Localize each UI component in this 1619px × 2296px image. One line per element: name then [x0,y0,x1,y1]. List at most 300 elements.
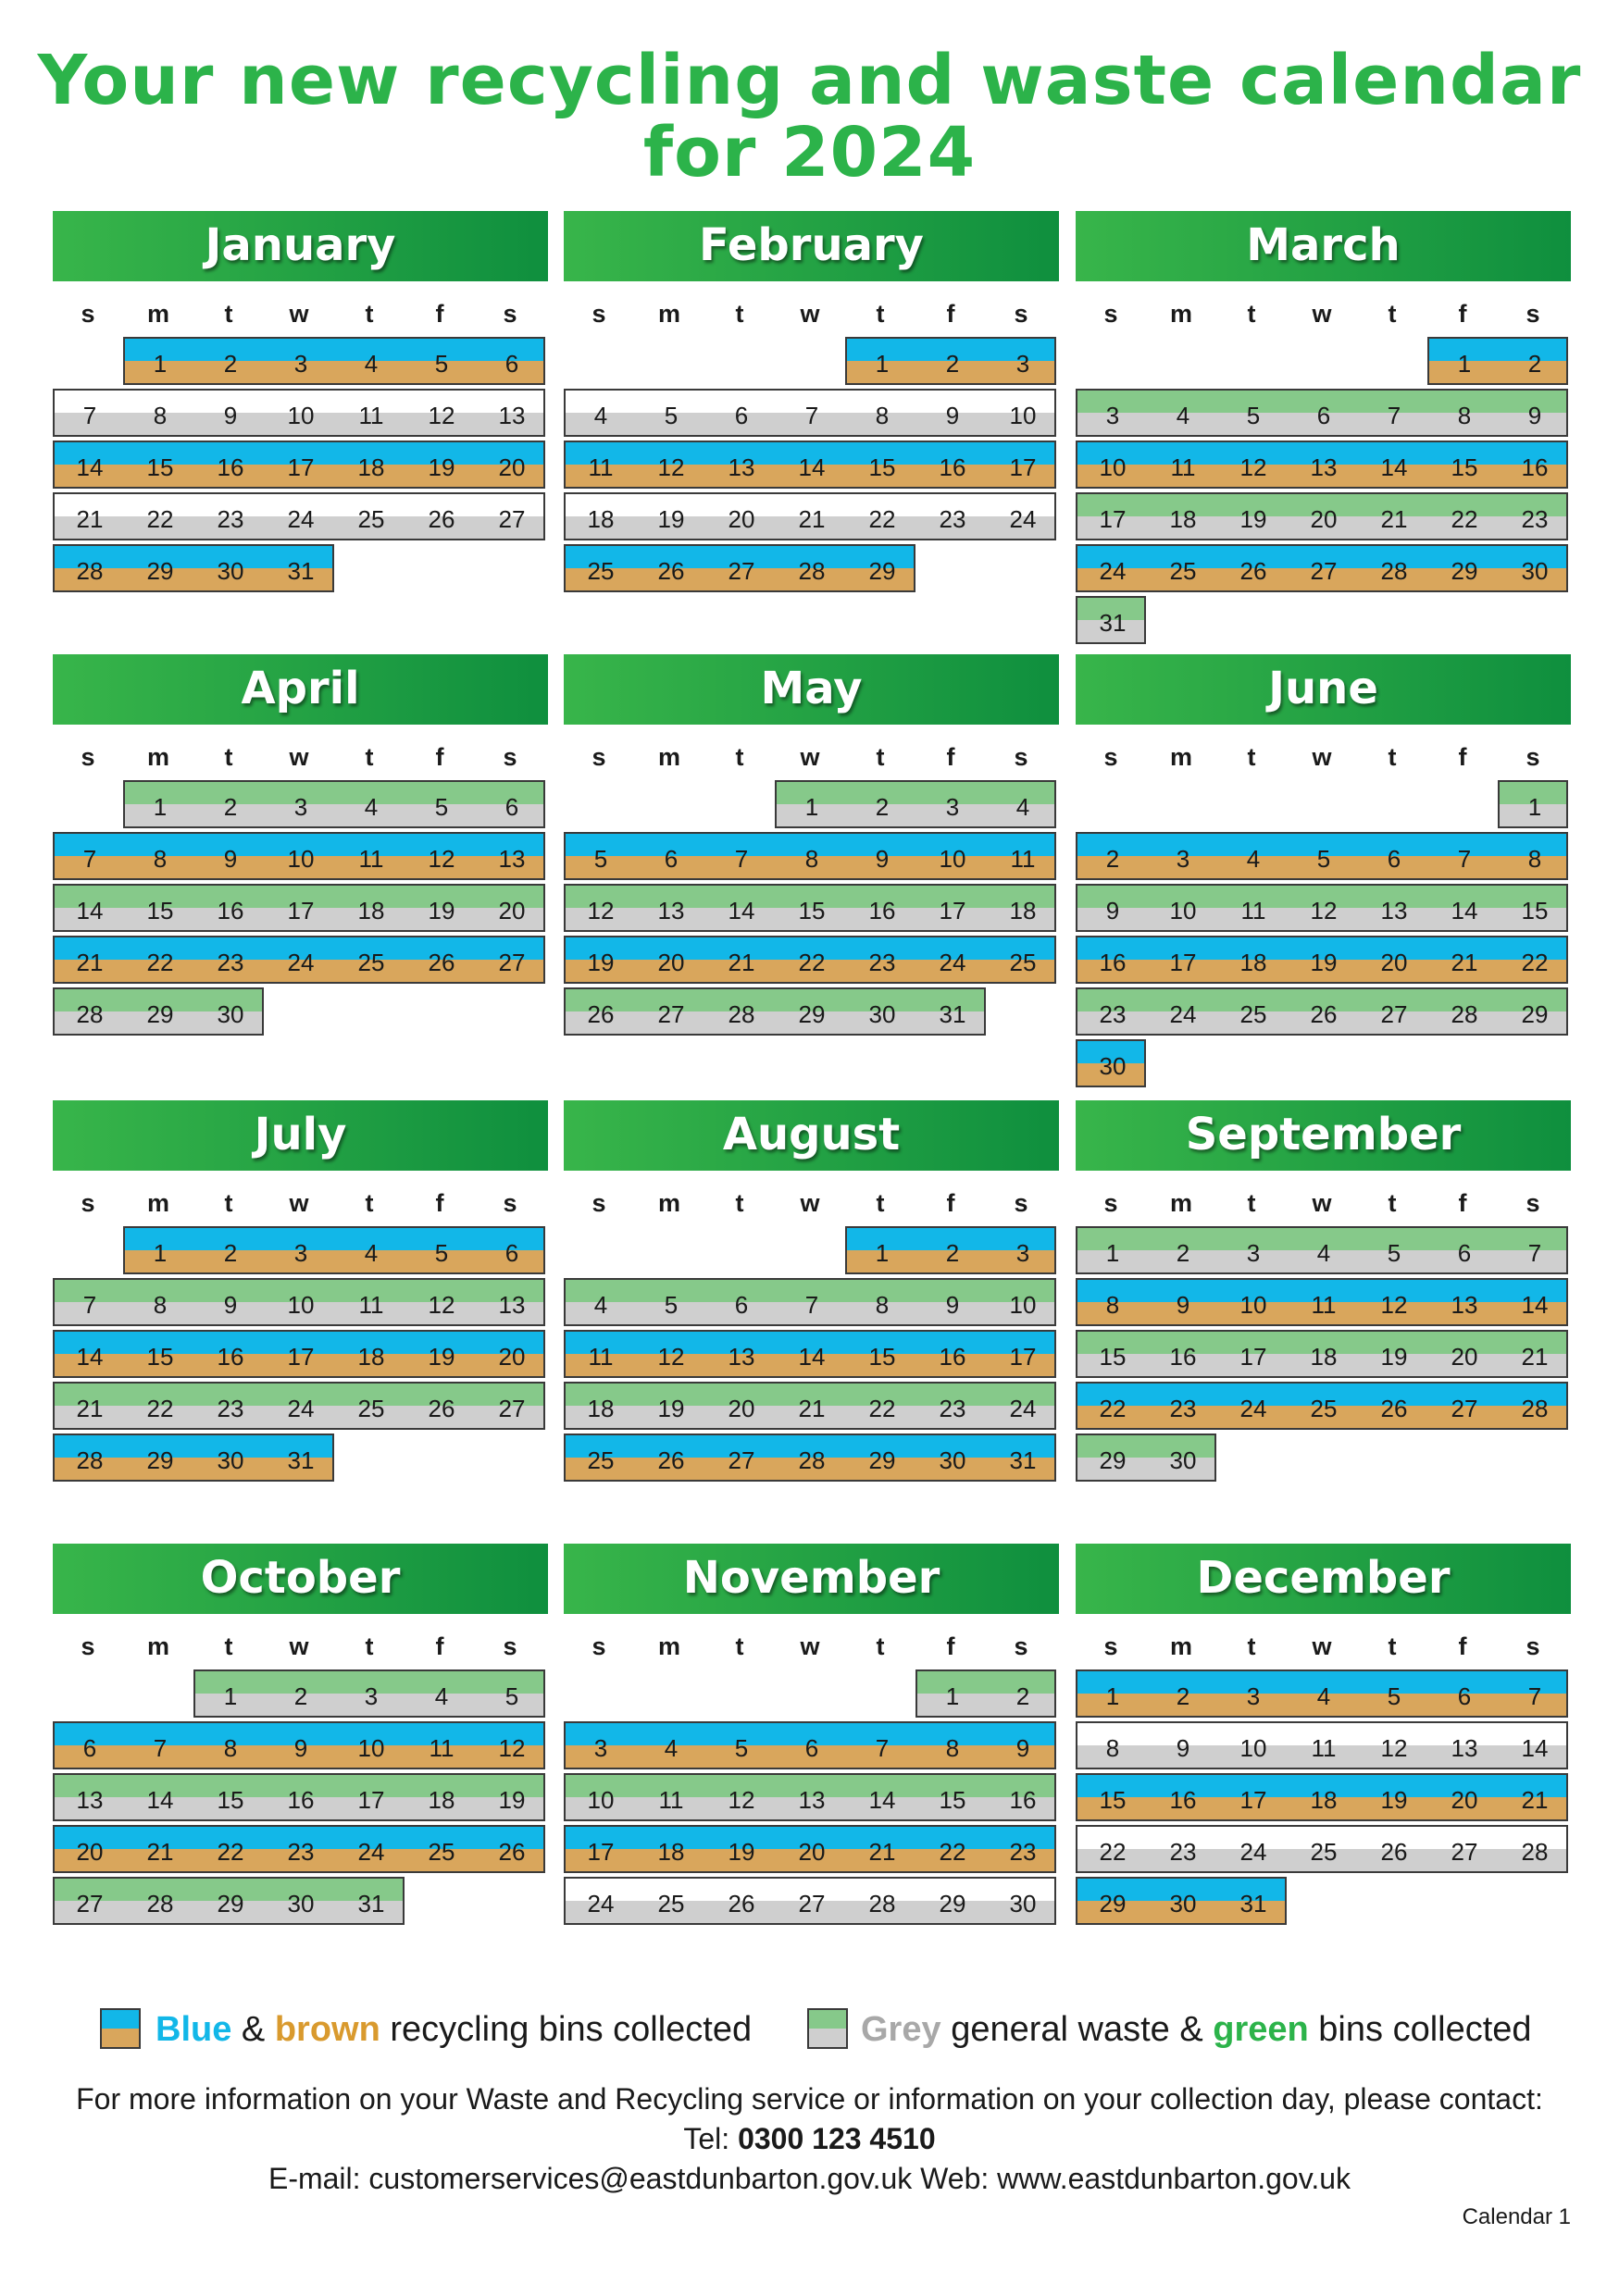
day-number: 15 [1099,1786,1127,1814]
week-row [1076,987,1568,1036]
day-number: 9 [1527,402,1542,429]
day-number: 16 [1169,1786,1197,1814]
day-number: 13 [1380,897,1408,925]
day-number: 31 [287,1446,315,1474]
day-number: 22 [868,1395,896,1422]
week-row [53,1721,545,1769]
weekday-letter: s [592,300,606,328]
day-number: 28 [798,1446,826,1474]
day-number: 28 [1521,1395,1549,1422]
day-number: 2 [223,1239,238,1267]
day-number: 6 [1387,845,1401,873]
day-number: 16 [868,897,896,925]
week-row [845,1226,1056,1274]
weekday-letter: m [657,1189,680,1217]
weekday-letter: s [1014,300,1028,328]
day-number: 9 [223,402,238,429]
day-number: 17 [1239,1343,1267,1371]
day-number: 15 [868,1343,896,1371]
weekday-letter: t [1247,743,1256,771]
month-october [53,1544,548,1917]
day-number: 2 [1176,1682,1190,1710]
month-august [564,1100,1059,1474]
day-number: 18 [1310,1786,1338,1814]
day-number: 16 [939,1343,966,1371]
day-number: 1 [1105,1682,1120,1710]
day-number: 2 [223,793,238,821]
day-number: 7 [82,402,97,429]
weekday-letter: s [1103,1632,1118,1660]
weekday-letter: f [946,300,955,328]
day-number: 12 [728,1786,755,1814]
day-number: 14 [868,1786,896,1814]
week-row [123,337,545,385]
weekday-header [1076,743,1571,771]
day-number: 26 [1380,1395,1408,1422]
week-row [53,1773,545,1821]
day-number: 23 [939,1395,966,1422]
day-number: 30 [1099,1052,1127,1080]
day-number: 28 [1380,557,1408,585]
week-row [53,441,545,489]
day-number: 23 [217,505,244,533]
day-number: 30 [217,1446,244,1474]
day-number: 17 [357,1786,385,1814]
month-title: June [1076,654,1571,725]
month-december [1076,1544,1571,1917]
weekday-letter: w [800,743,820,771]
weekday-letter: m [146,743,169,771]
day-number: 22 [868,505,896,533]
day-number: 12 [587,897,615,925]
day-number: 22 [1099,1395,1127,1422]
day-number: 22 [146,1395,174,1422]
weekday-letter: s [1526,300,1540,328]
day-number: 19 [657,505,685,533]
day-number: 19 [1239,505,1267,533]
day-number: 21 [76,505,104,533]
week-row [1076,1226,1568,1274]
day-number: 26 [657,557,685,585]
day-number: 28 [76,1446,104,1474]
day-number: 12 [428,1291,455,1319]
day-number: 3 [945,793,960,821]
day-number: 15 [1451,453,1478,481]
legend-text-recycling [156,2010,752,2050]
day-number: 28 [798,557,826,585]
day-number: 9 [223,845,238,873]
day-number: 8 [875,402,890,429]
day-number: 30 [217,1000,244,1028]
day-number: 11 [1240,897,1266,925]
week-row [53,1877,405,1925]
day-number: 27 [498,949,526,976]
day-number: 4 [1246,845,1261,873]
day-number: 31 [287,557,315,585]
week-row [1076,1669,1568,1718]
weekday-letter: s [1014,743,1028,771]
weekday-letter: t [1247,1632,1256,1660]
week-row [564,987,986,1036]
day-number: 15 [146,1343,174,1371]
day-number: 3 [293,350,308,378]
day-number: 27 [657,1000,685,1028]
day-number: 17 [1239,1786,1267,1814]
day-number: 5 [1387,1682,1401,1710]
day-number: 7 [153,1734,168,1762]
day-number: 22 [146,505,174,533]
page-number: Calendar 1 [1462,2204,1571,2229]
day-number: 12 [428,845,455,873]
day-number: 16 [217,1343,244,1371]
day-number: 15 [939,1786,966,1814]
day-number: 14 [1380,453,1408,481]
weekday-letter: w [800,1189,820,1217]
day-number: 21 [1451,949,1478,976]
day-number: 20 [657,949,685,976]
weekday-letter: t [876,1632,885,1660]
day-number: 30 [868,1000,896,1028]
weekday-letter: f [946,1632,955,1660]
day-number: 10 [287,845,315,873]
day-number: 5 [434,793,449,821]
day-number: 19 [1380,1786,1408,1814]
week-row [53,884,545,932]
day-number: 1 [1527,793,1542,821]
legend-waste-rest: bins collected [1318,2010,1532,2049]
day-number: 12 [428,402,455,429]
weekday-letter: s [503,300,517,328]
weekday-header [1076,1632,1571,1660]
day-number: 19 [1310,949,1338,976]
week-row [1076,441,1568,489]
day-number: 22 [146,949,174,976]
day-number: 24 [1009,1395,1037,1422]
day-number: 4 [364,1239,379,1267]
day-number: 1 [1105,1239,1120,1267]
day-number: 24 [1099,557,1127,585]
day-number: 24 [1239,1395,1267,1422]
day-number: 16 [217,453,244,481]
day-number: 25 [357,1395,385,1422]
week-row [53,936,545,984]
month-title: October [53,1544,548,1614]
day-number: 14 [1521,1734,1549,1762]
day-number: 3 [1246,1239,1261,1267]
day-number: 4 [593,402,608,429]
day-number: 10 [1009,402,1037,429]
day-number: 14 [1451,897,1478,925]
day-number: 27 [728,1446,755,1474]
month-title: July [53,1100,548,1171]
day-number: 30 [1169,1890,1197,1917]
weekday-letter: w [289,1632,309,1660]
day-number: 13 [798,1786,826,1814]
day-number: 20 [1380,949,1408,976]
day-number: 9 [1176,1734,1190,1762]
weekday-letter: s [592,1189,606,1217]
day-number: 15 [798,897,826,925]
day-number: 9 [945,1291,960,1319]
day-number: 2 [1527,350,1542,378]
week-row [193,1669,545,1718]
week-row [564,1877,1056,1925]
day-number: 25 [657,1890,685,1917]
weekday-letter: s [81,1189,95,1217]
day-number: 11 [1311,1291,1337,1319]
week-row [564,1825,1056,1873]
week-row [1076,1773,1568,1821]
day-number: 21 [1521,1786,1549,1814]
weekday-letter: t [876,743,885,771]
day-number: 24 [287,949,315,976]
day-number: 25 [587,557,615,585]
day-number: 25 [1169,557,1197,585]
weekday-letter: m [1169,1632,1192,1660]
day-number: 9 [1015,1734,1030,1762]
day-number: 17 [939,897,966,925]
day-number: 11 [358,845,384,873]
day-number: 29 [868,557,896,585]
day-number: 6 [504,1239,519,1267]
day-number: 25 [1310,1838,1338,1866]
day-number: 13 [657,897,685,925]
month-title: April [53,654,548,725]
weekday-letter: f [946,743,955,771]
weekday-letter: m [657,1632,680,1660]
day-number: 10 [1169,897,1197,925]
day-number: 6 [664,845,679,873]
weekday-header [564,743,1059,771]
week-row [123,1226,545,1274]
day-number: 7 [804,1291,819,1319]
day-number: 18 [1009,897,1037,925]
week-row [1076,936,1568,984]
day-number: 6 [504,793,519,821]
day-number: 20 [498,1343,526,1371]
weekday-letter: f [946,1189,955,1217]
weekday-letter: w [289,1189,309,1217]
week-row [1076,832,1568,880]
week-row [123,780,545,828]
day-number: 2 [945,1239,960,1267]
week-row [1076,1825,1568,1873]
day-number: 21 [868,1838,896,1866]
day-number: 13 [1310,453,1338,481]
week-row [564,832,1056,880]
day-number: 3 [1246,1682,1261,1710]
day-number: 13 [498,845,526,873]
week-row [564,1433,1056,1482]
day-number: 17 [1169,949,1197,976]
day-number: 24 [1009,505,1037,533]
weekday-letter: m [146,1189,169,1217]
week-row [1076,492,1568,540]
legend-text-waste [861,2010,1532,2050]
day-number: 12 [657,453,685,481]
month-february [564,211,1059,585]
day-number: 21 [728,949,755,976]
day-number: 26 [428,1395,455,1422]
weekday-letter: t [224,300,233,328]
week-row [53,1330,545,1378]
day-number: 17 [287,1343,315,1371]
day-number: 27 [498,1395,526,1422]
weekday-header [53,743,548,771]
day-number: 22 [798,949,826,976]
weekday-letter: s [1014,1189,1028,1217]
day-number: 22 [1451,505,1478,533]
week-row [564,1278,1056,1326]
day-number: 8 [1527,845,1542,873]
day-number: 10 [357,1734,385,1762]
day-number: 10 [939,845,966,873]
weekday-letter: m [657,300,680,328]
weekday-letter: t [1388,1632,1397,1660]
weekday-header [53,1632,548,1660]
day-number: 15 [1521,897,1549,925]
week-row [775,780,1056,828]
weekday-header [564,1189,1059,1217]
day-number: 1 [804,793,819,821]
day-number: 21 [798,1395,826,1422]
week-row [1076,389,1568,437]
day-number: 26 [498,1838,526,1866]
week-row [53,1433,334,1482]
day-number: 23 [1099,1000,1127,1028]
weekday-letter: f [435,1189,444,1217]
day-number: 9 [223,1291,238,1319]
day-number: 23 [217,949,244,976]
day-number: 8 [153,402,168,429]
weekday-letter: t [224,1189,233,1217]
weekday-letter: t [224,1632,233,1660]
day-number: 4 [364,350,379,378]
day-number: 2 [1176,1239,1190,1267]
weekday-letter: s [81,743,95,771]
day-number: 31 [1099,609,1127,637]
day-number: 3 [293,1239,308,1267]
day-number: 3 [593,1734,608,1762]
day-number: 14 [798,453,826,481]
day-number: 18 [587,1395,615,1422]
weekday-letter: w [800,300,820,328]
day-number: 6 [1457,1239,1472,1267]
day-number: 25 [1310,1395,1338,1422]
week-row [1076,596,1146,644]
weekday-letter: s [503,743,517,771]
legend [0,2008,1619,2064]
day-number: 21 [146,1838,174,1866]
day-number: 14 [1521,1291,1549,1319]
month-january [53,211,548,585]
day-number: 27 [798,1890,826,1917]
month-may [564,654,1059,1028]
title-line-2: for 2024 [642,113,977,192]
day-number: 14 [146,1786,174,1814]
day-number: 23 [1169,1838,1197,1866]
day-number: 25 [1239,1000,1267,1028]
day-number: 10 [287,1291,315,1319]
day-number: 19 [587,949,615,976]
weekday-letter: s [1103,1189,1118,1217]
week-row [1076,1433,1216,1482]
weekday-header [564,1632,1059,1660]
weekday-letter: t [1388,743,1397,771]
day-number: 8 [1105,1291,1120,1319]
legend-amp: & [241,2010,266,2049]
day-number: 25 [587,1446,615,1474]
weekday-letter: s [1103,300,1118,328]
month-title: August [564,1100,1059,1171]
day-number: 8 [153,845,168,873]
day-number: 21 [798,505,826,533]
day-number: 6 [1316,402,1331,429]
day-number: 28 [1521,1838,1549,1866]
day-number: 17 [1009,1343,1037,1371]
weekday-letter: t [1247,1189,1256,1217]
day-number: 5 [664,402,679,429]
day-number: 9 [1105,897,1120,925]
day-number: 16 [1009,1786,1037,1814]
weekday-letter: t [735,1632,744,1660]
day-number: 2 [945,350,960,378]
tel-number: 0300 123 4510 [738,2122,936,2155]
week-row [564,1721,1056,1769]
day-number: 26 [428,949,455,976]
day-number: 29 [146,557,174,585]
day-number: 18 [1310,1343,1338,1371]
day-number: 10 [587,1786,615,1814]
day-number: 4 [434,1682,449,1710]
day-number: 22 [217,1838,244,1866]
week-row [53,544,334,592]
day-number: 27 [1310,557,1338,585]
day-number: 22 [939,1838,966,1866]
day-number: 29 [1521,1000,1549,1028]
day-number: 17 [287,897,315,925]
day-number: 5 [504,1682,519,1710]
month-april [53,654,548,1028]
day-number: 30 [939,1446,966,1474]
week-row [53,1382,545,1430]
day-number: 1 [1457,350,1472,378]
day-number: 7 [734,845,749,873]
day-number: 15 [1099,1343,1127,1371]
day-number: 12 [498,1734,526,1762]
day-number: 1 [223,1682,238,1710]
day-number: 11 [658,1786,684,1814]
day-number: 6 [804,1734,819,1762]
weekday-letter: s [1103,743,1118,771]
day-number: 16 [217,897,244,925]
day-number: 28 [76,1000,104,1028]
weekday-letter: f [435,1632,444,1660]
day-number: 14 [76,897,104,925]
day-number: 18 [357,897,385,925]
day-number: 5 [664,1291,679,1319]
weekday-letter: m [146,300,169,328]
day-number: 1 [875,1239,890,1267]
weekday-letter: t [365,743,374,771]
day-number: 18 [428,1786,455,1814]
day-number: 6 [734,402,749,429]
day-number: 7 [1527,1682,1542,1710]
day-number: 14 [76,1343,104,1371]
weekday-header [53,1189,548,1217]
week-row [564,1382,1056,1430]
weekday-letter: s [81,1632,95,1660]
